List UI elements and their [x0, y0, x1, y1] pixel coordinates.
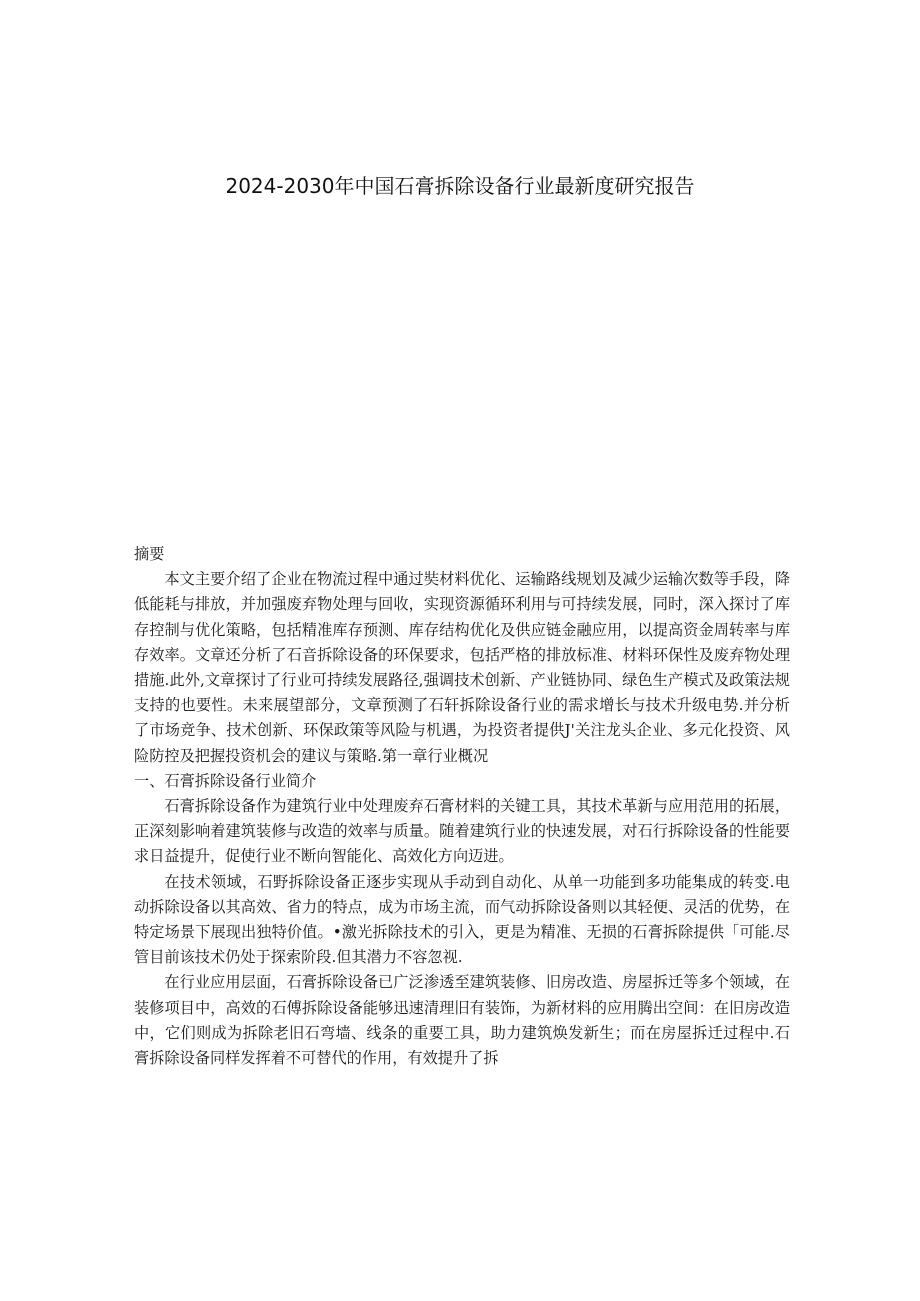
body-paragraph-1: 石膏拆除设备作为建筑行业中处理废弃石膏材料的关键工具，其技术革新与应用范用的拓展，正深刻影响着建筑装修与改造的效率与质量。随着建筑行业的快速发展，对石行拆除设备的性能要求日益提升，促使行业不断向智能化、高效化方向迈进。: [134, 797, 790, 866]
document-body: [134, 542, 790, 1071]
abstract-heading: 摘要: [134, 545, 165, 563]
section-heading: 一、石膏拆除设备行业简介: [134, 771, 317, 790]
body-paragraph-2: 在技术领域，石野拆除设备正逐步实现从手动到自动化、从单一功能到多功能集成的转变.电动拆除设备以其高效、省力的特点，成为市场主流，而气动拆除设备则以其轻便、灵活的优势，在特定场景下展现出独特价值。•激光拆除技术的引入，更是为精准、无损的石膏拆除提供「可能.尽管目前该技术仍处于探索阶段.但其潜力不容忽视.: [134, 872, 790, 967]
abstract-paragraph: 本文主要介绍了企业在物流过程中通过奘材料优化、运输路线规划及减少运输次数等手段，降低能耗与排放，并加强废弃物处理与回收，实现资源循环利用与可持续发展，同时，深入探讨了库存控制与优化策略，包括精准库存预测、库存结构优化及供应链金融应用，以提高资金周转率与库存效率。文章还分析了石音拆除设备的环保要求，包括严格的排放标准、材料环保性及废弃物处理措施.此外,文章探讨了行业可持续发展路径,强调技术创新、产业链协同、绿色生产模式及政策法规支持的也要性。未来展望部分，文章预测了石轩拆除设备行业的需求增长与技术升级电势.并分析了市场竞争、技术创新、环保政策等风险与机遇，为投资者提供J'关注龙头企业、多元化投资、风险防控及把握投资机会的建议与策略.第一章行业概况: [134, 570, 790, 765]
body-paragraph-3: 在行业应用层面，石膏拆除设备已广泛渗透至建筑装修、旧房改造、房屋拆迁等多个领域，在装修项目中，高效的石傅拆除设备能够迅速清理旧有装饰，为新材料的应用腾出空间：在旧房改造中，它们则成为拆除老旧石弯墙、线条的重要工具，助力建筑焕发新生；而在房屋拆迁过程中.石膏拆除设备同样发挥着不可替代的作用，有效提升了拆: [134, 973, 790, 1068]
document-title: 2024-2030年中国石膏拆除设备行业最新度研究报告: [225, 174, 695, 198]
